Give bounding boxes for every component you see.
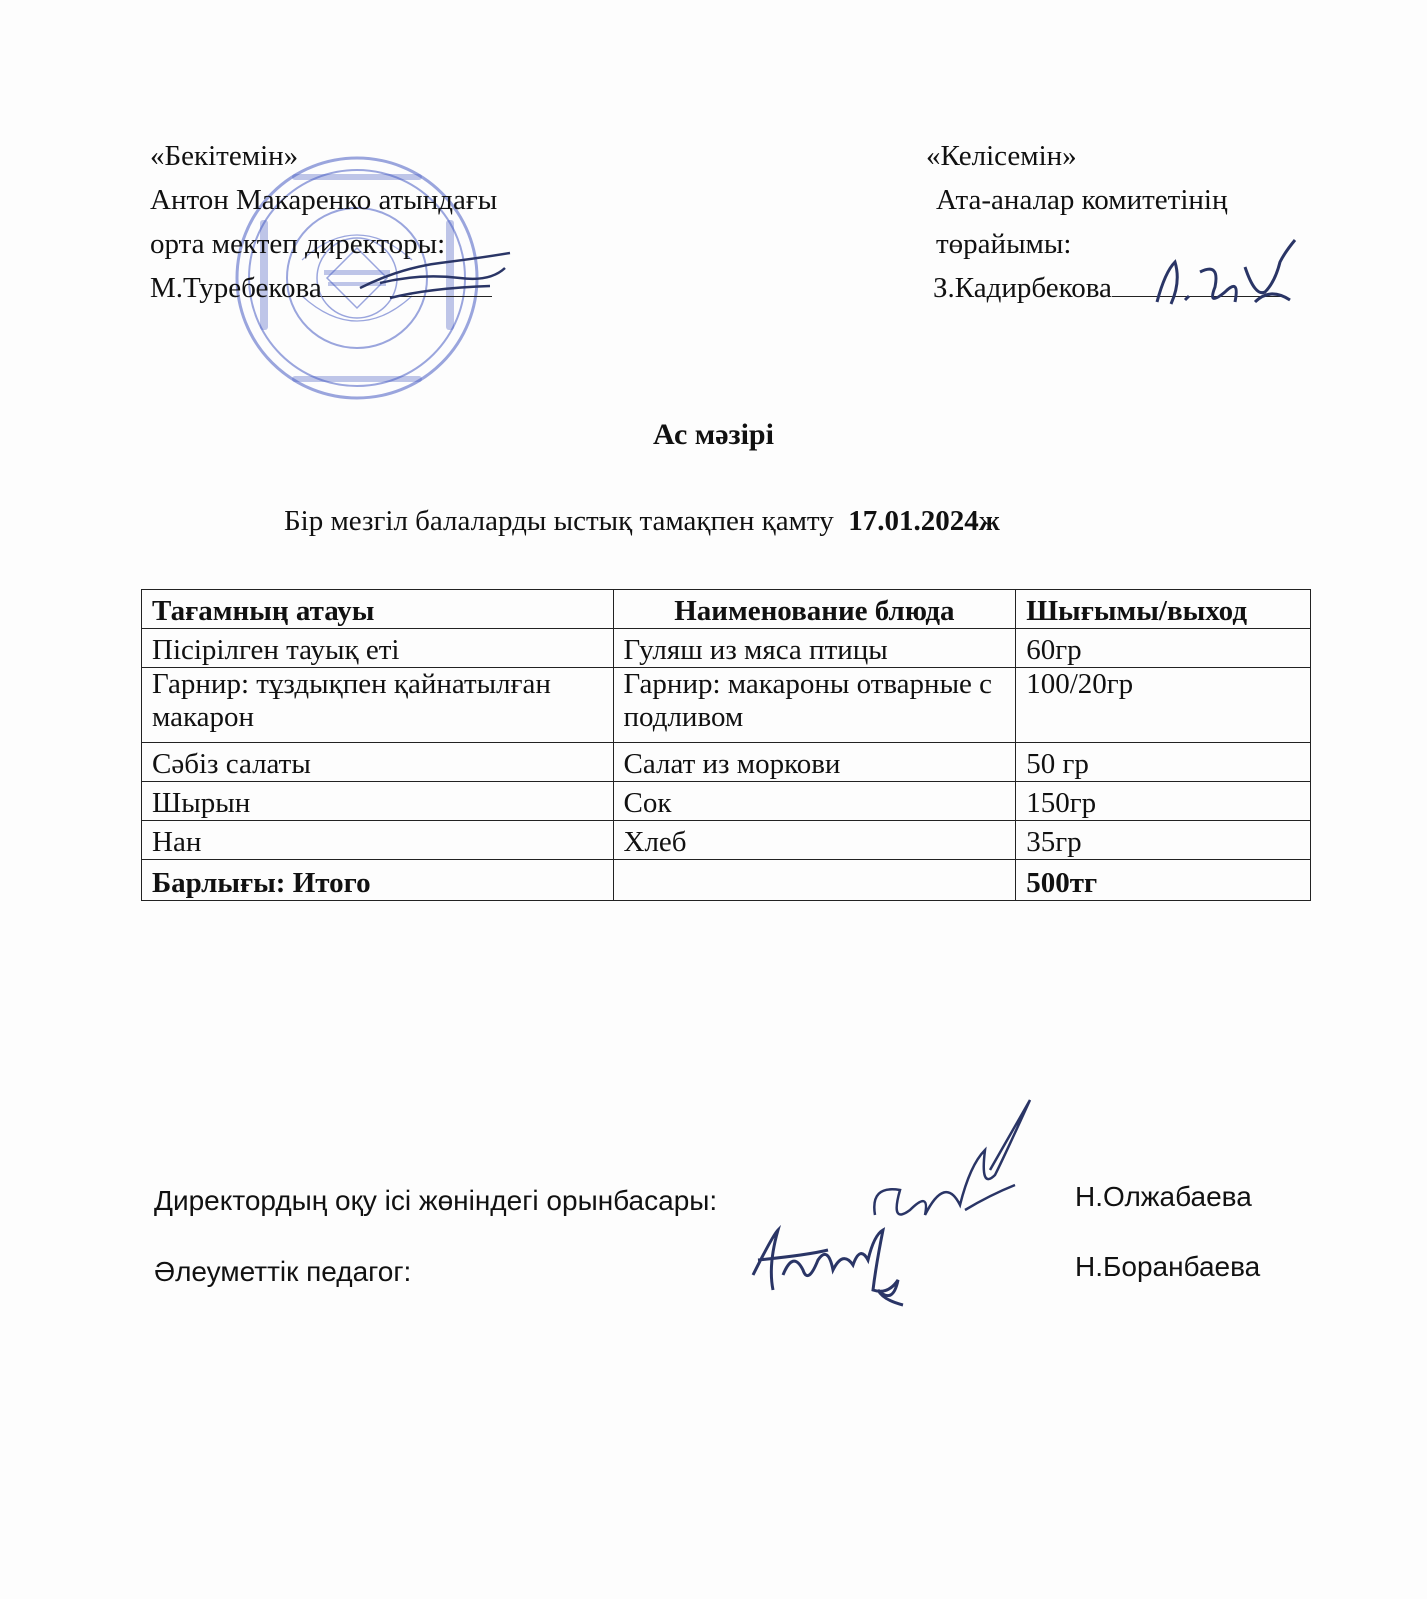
approval-heading: «Бекітемін»: [150, 140, 299, 172]
agreement-committee: Ата-аналар комитетінің: [936, 184, 1228, 216]
table-total-row: [142, 860, 1311, 901]
table-cell: [613, 860, 1016, 901]
header-cell: Шығымы/выход: [1016, 590, 1311, 629]
table-cell: Шырын: [142, 782, 614, 821]
table-row: [142, 629, 1311, 668]
table-cell: 150гр: [1016, 782, 1311, 821]
table-cell: 50 гр: [1016, 743, 1311, 782]
approval-name-line: [150, 266, 497, 310]
pedagog-signature: [748, 1215, 918, 1325]
agreement-position: төрайымы:: [936, 228, 1072, 260]
table-cell: Нан: [142, 821, 614, 860]
signature-line: [322, 296, 492, 297]
approval-position: орта мектеп директоры:: [150, 228, 446, 260]
table-header-row: [142, 590, 1311, 629]
table-row: [142, 821, 1311, 860]
table-cell: Сәбіз салаты: [142, 743, 614, 782]
table-cell: Сок: [613, 782, 1016, 821]
table-cell: Гуляш из мяса птицы: [613, 629, 1016, 668]
pedagog-role: Әлеуметтік педагог:: [154, 1256, 412, 1287]
agreement-name: З.Кадирбекова: [933, 272, 1112, 304]
table-cell: Пісірілген тауық еті: [142, 629, 614, 668]
deputy-name: Н.Олжабаева: [1075, 1181, 1252, 1212]
menu-table: [141, 589, 1311, 901]
table-cell: 500тг: [1016, 860, 1311, 901]
page-title: Ас мәзірі: [653, 418, 774, 451]
subtitle-date: 17.01.2024ж: [848, 505, 1000, 537]
agreement-heading: «Келісемін»: [926, 140, 1077, 172]
table-cell: 35гр: [1016, 821, 1311, 860]
table-row: [142, 782, 1311, 821]
agreement-name-line: [926, 266, 1282, 310]
approval-block: [150, 134, 497, 310]
signature-line: [1112, 296, 1282, 297]
table-cell: Гарнир: макароны отварные с подливом: [613, 668, 1016, 743]
table-cell: Барлығы: Итого: [142, 860, 614, 901]
table-row: [142, 743, 1311, 782]
deputy-role: Директордың оқу ісі жөніндегі орынбасары:: [154, 1185, 718, 1216]
header-cell: Тағамның атауы: [142, 590, 614, 629]
approval-school: Антон Макаренко атындағы: [150, 184, 498, 216]
table-cell: Салат из моркови: [613, 743, 1016, 782]
subtitle: [284, 505, 1000, 538]
approval-name: М.Туребекова: [150, 272, 322, 304]
header-cell: Наименование блюда: [613, 590, 1016, 629]
table-cell: Гарнир: тұздықпен қайнатылған макарон: [142, 668, 614, 743]
table-cell: 60гр: [1016, 629, 1311, 668]
pedagog-name: Н.Боранбаева: [1075, 1251, 1261, 1282]
table-row: [142, 668, 1311, 743]
deputy-signature: [870, 1095, 1040, 1245]
table-cell: 100/20гр: [1016, 668, 1311, 743]
agreement-block: [926, 134, 1282, 310]
table-cell: Хлеб: [613, 821, 1016, 860]
subtitle-text: Бір мезгіл балаларды ыстық тамақпен қамту: [284, 505, 834, 537]
